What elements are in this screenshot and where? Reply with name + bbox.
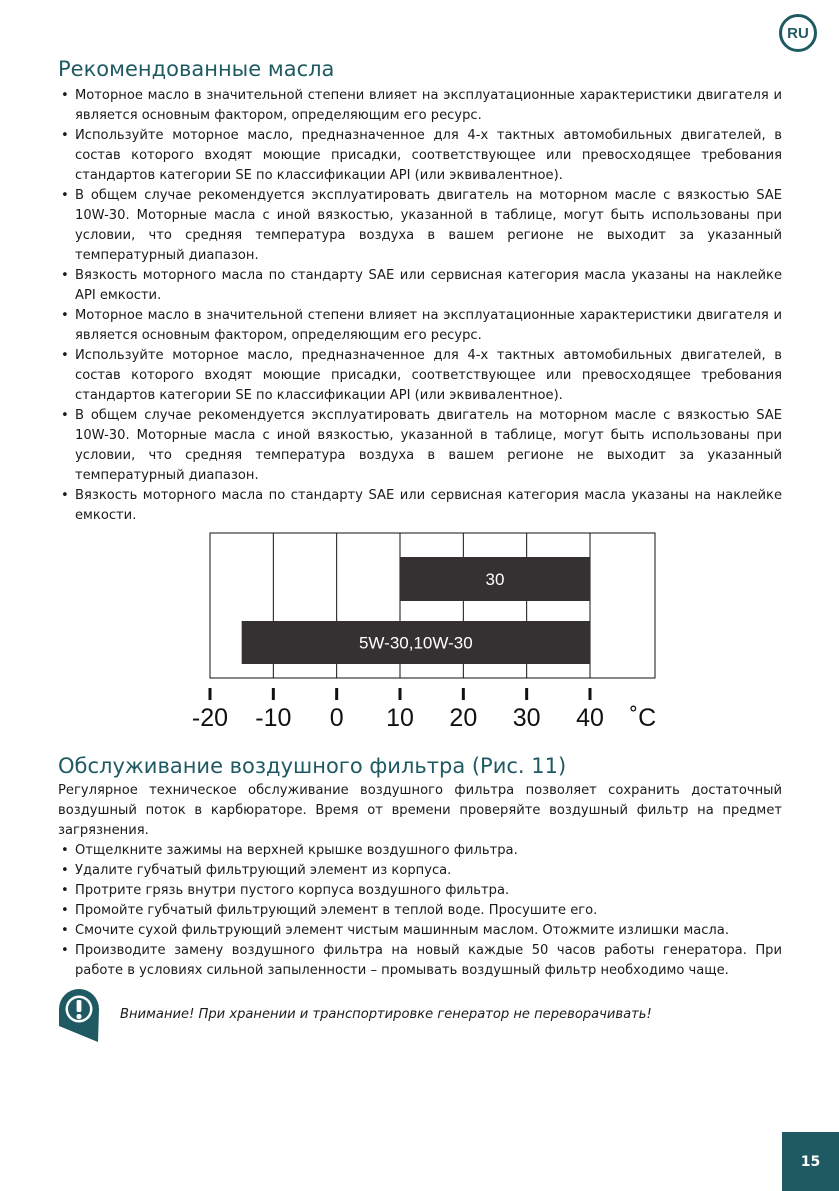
air-filter-intro: Регулярное техническое обслуживание воздушного фильтра позволяет сохранить достаточный воздушный поток в карбюраторе. Время от времени проверяйте воздушный фильтр на предмет загрязнения. (58, 783, 782, 838)
page-number: 15 (782, 1132, 839, 1191)
tick-label: 40 (576, 704, 604, 732)
chart-bars (242, 557, 590, 664)
bar-label: 5W-30,10W-30 (358, 633, 473, 653)
tick-label: 0 (329, 704, 344, 732)
chart-axis (192, 688, 656, 732)
tick-label: 10 (386, 704, 414, 732)
list-item: • В общем случае рекомендуется эксплуатировать двигатель на моторном масле с вязкостью SAE 10W-30. Моторные масла с иной вязкостью, указанной в таблице, могут быть использованы при условии, что средняя температура воздуха в вашем регионе не выходит за указанный температурный диапазон. (58, 186, 782, 266)
warning-text: Внимание! При хранении и транспортировке генератор не переворачивать! (120, 1007, 652, 1022)
air-filter-steps-list (58, 841, 782, 981)
language-badge: RU (779, 14, 817, 52)
list-item: • Протрите грязь внутри пустого корпуса воздушного фильтра. (58, 881, 782, 901)
list-item: • Удалите губчатый фильтрующий элемент из корпуса. (58, 861, 782, 881)
list-item: • В общем случае рекомендуется эксплуатировать двигатель на моторном масле с вязкостью SAE 10W-30. Моторные масла с иной вязкостью, указанной в таблице, могут быть использованы при условии, что средняя температура воздуха в вашем регионе не выходит за указанный температурный диапазон. (58, 406, 782, 486)
list-item: • Используйте моторное масло, предназначенное для 4-х тактных автомобильных двигателей, в состав которого входят моющие присадки, соответствующее или превосходящее требования стандартов категории SE по классификации API (или эквивалентное). (58, 346, 782, 406)
air-filter-text (58, 781, 782, 981)
list-item: • Моторное масло в значительной степени влияет на эксплуатационные характеристики двигателя и является основным фактором, определяющим его ресурс. (58, 306, 782, 346)
tick-label: 20 (449, 704, 478, 732)
list-item: • Промойте губчатый фильтрующий элемент в теплой воде. Просушите его. (58, 901, 782, 921)
section-title-recommended-oils: Рекомендованные масла (58, 57, 335, 81)
tick-label: 30 (512, 704, 541, 732)
list-item: • Производите замену воздушного фильтра на новый каждые 50 часов работы генератора. При работе в условиях сильной запыленности – промывать воздушный фильтр необходимо чаще. (58, 941, 782, 981)
exclamation-icon (58, 988, 100, 1044)
list-item: • Вязкость моторного масла по стандарту SAE или сервисная категория масла указаны на наклейке емкости. (58, 486, 782, 526)
list-item: • Используйте моторное масло, предназначенное для 4-х тактных автомобильных двигателей, в состав которого входят моющие присадки, соответствующее или превосходящее требования стандартов категории SE по классификации API (или эквивалентное). (58, 126, 782, 186)
recommended-oils-text (58, 86, 782, 526)
list-item: • Отщелкните зажимы на верхней крышке воздушного фильтра. (58, 841, 782, 861)
list-item: • Вязкость моторного масла по стандарту SAE или сервисная категория масла указаны на наклейке API емкости. (58, 266, 782, 306)
section-title-air-filter: Обслуживание воздушного фильтра (Рис. 11) (58, 754, 567, 778)
bar-label: 30 (485, 570, 505, 589)
oil-viscosity-temperature-chart (190, 520, 670, 735)
tick-label: -20 (191, 704, 229, 732)
list-item: • Моторное масло в значительной степени влияет на эксплуатационные характеристики двигателя и является основным фактором, определяющим его ресурс. (58, 86, 782, 126)
recommended-oils-list (58, 86, 782, 526)
unit-label: ˚C (629, 704, 657, 732)
list-item: • Смочите сухой фильтрующий элемент чистым машинным маслом. Отожмите излишки масла. (58, 921, 782, 941)
tick-label: -10 (255, 704, 292, 732)
